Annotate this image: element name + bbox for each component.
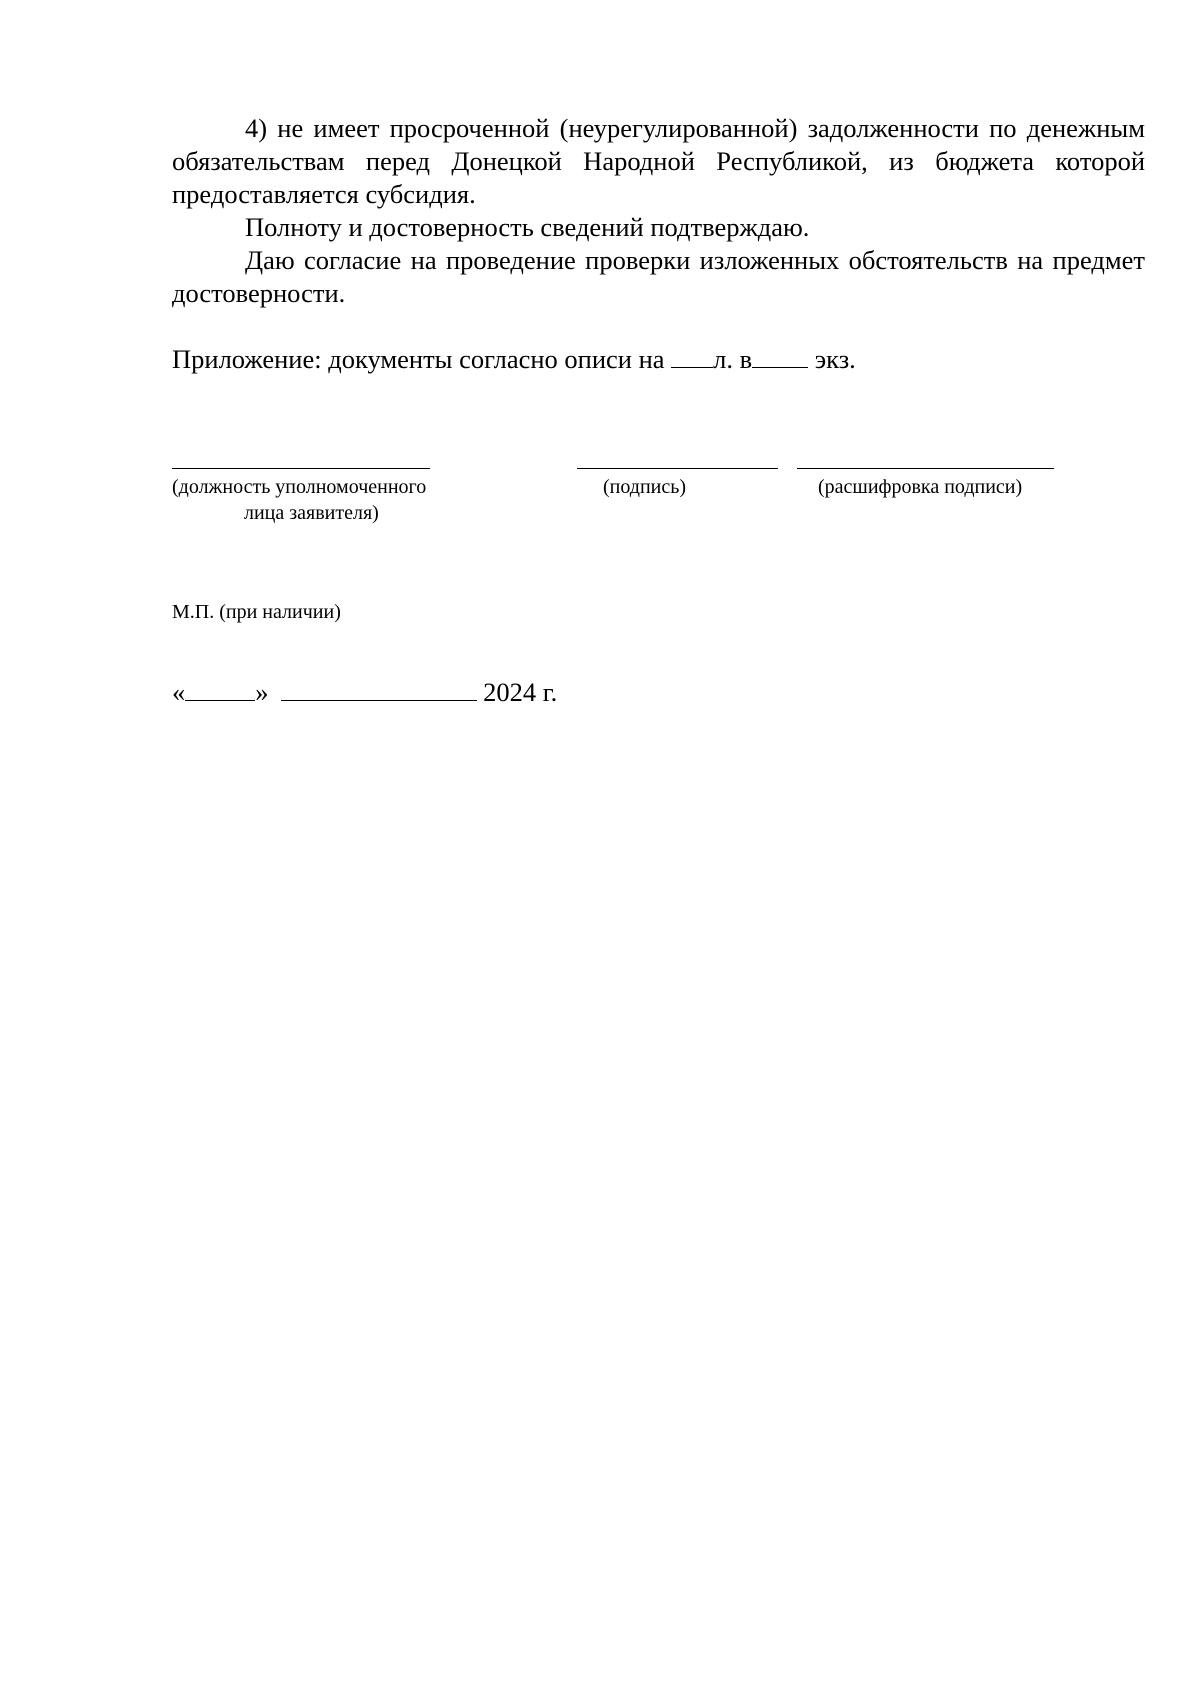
paragraph-confirmation: Полноту и достоверность сведений подтверждаю. — [245, 212, 810, 242]
position-caption-line1: (должность уполномоченного — [172, 476, 427, 498]
date-close-quote: » — [255, 677, 269, 707]
sheets-unit: л. в — [713, 344, 753, 374]
stamp-label: М.П. (при наличии) — [172, 601, 341, 623]
attachment-line — [172, 343, 1145, 376]
sheets-count-blank[interactable] — [671, 343, 713, 368]
statement-body — [172, 112, 1145, 376]
position-caption-line2: лица заявителя) — [244, 502, 379, 524]
year-text: 2024 г. — [476, 677, 558, 707]
paragraph-no-overdue-debt: 4) не имеет просроченной (неурегулированной) задолженности по денежным обязательствам перед Донецкой Народной Республикой, из бюджета которой предоставляется субсидия. — [172, 113, 1145, 209]
paragraph-consent: Даю согласие на проведение проверки изложенных обстоятельств на предмет достоверности. — [172, 245, 1145, 308]
date-open-quote: « — [172, 677, 186, 707]
copies-unit: экз. — [808, 344, 856, 374]
day-blank[interactable] — [185, 676, 255, 701]
month-blank[interactable] — [281, 676, 477, 701]
signature-decoding-line[interactable] — [797, 468, 1054, 469]
signature-decoding-caption: (расшифровка подписи) — [818, 476, 1023, 498]
signature-caption: (подпись) — [603, 476, 687, 498]
position-caption — [172, 474, 426, 526]
attachment-prefix: Приложение: документы согласно описи на — [172, 344, 672, 374]
copies-count-blank[interactable] — [752, 343, 808, 368]
position-signature-line[interactable] — [172, 468, 430, 469]
date-line — [172, 676, 557, 709]
signature-line[interactable] — [577, 468, 778, 469]
